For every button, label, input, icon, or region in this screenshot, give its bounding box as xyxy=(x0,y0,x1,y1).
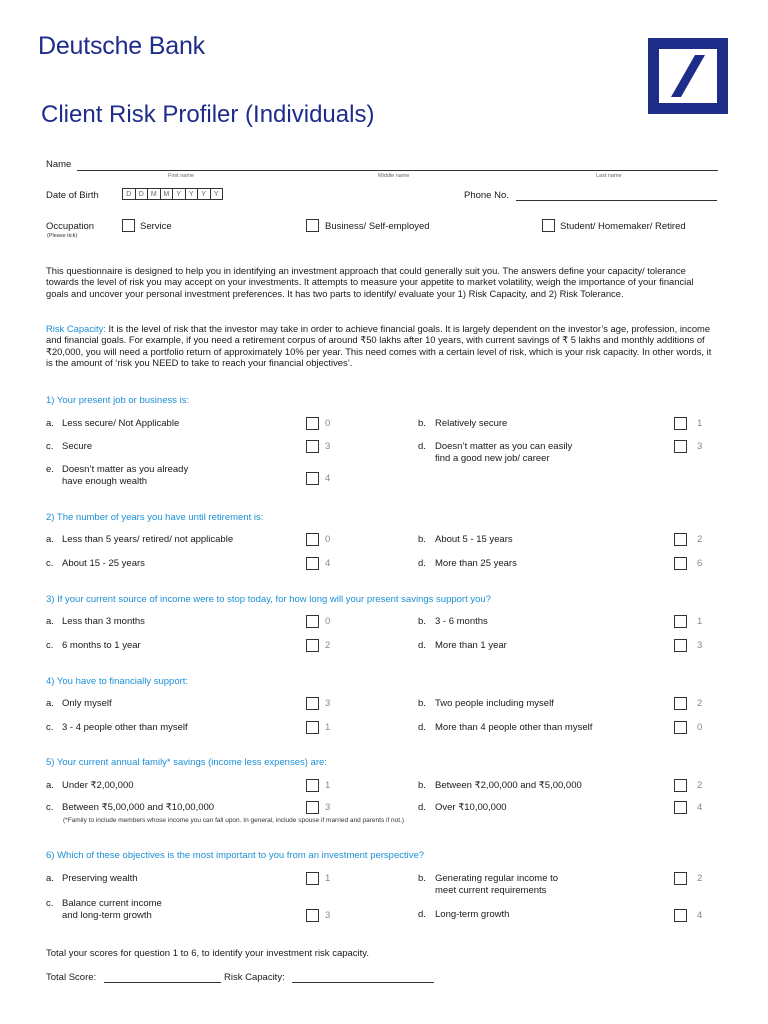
option-score: 1 xyxy=(697,616,703,627)
option-text-line: Less than 3 months xyxy=(62,616,145,627)
option-text xyxy=(62,441,92,453)
answer-checkbox[interactable] xyxy=(674,872,687,885)
intro-paragraph: This questionnaire is designed to help you in identifying an investment approach that could generally suit you. The answers define your capacity/ tolerance towards the level of risk you may accept on your investments. It attempts to measure your appetite to market volatility, weigh the importance of your financial goals and uncover your personal investment preferences. It has two parts to identify/ evaluate your 1) Risk Capacity, and 2) Risk Tolerance. xyxy=(46,265,694,299)
option-letter: a. xyxy=(46,698,54,709)
footer-instruction: Total your scores for question 1 to 6, to identify your investment risk capacity. xyxy=(46,948,369,959)
option-letter: b. xyxy=(418,418,426,429)
answer-checkbox[interactable] xyxy=(674,615,687,628)
option-text-line: Less secure/ Not Applicable xyxy=(62,418,180,429)
option-score: 0 xyxy=(325,616,331,627)
option-letter: b. xyxy=(418,534,426,545)
option-letter: a. xyxy=(46,418,54,429)
first-name-caption: First name xyxy=(168,173,194,179)
option-text-line: Only myself xyxy=(62,698,112,709)
option-text-line: More than 25 years xyxy=(435,558,517,569)
answer-checkbox[interactable] xyxy=(674,417,687,430)
option-letter: c. xyxy=(46,558,54,569)
option-score: 1 xyxy=(325,873,331,884)
option-text xyxy=(62,464,188,487)
phone-field[interactable] xyxy=(516,200,717,201)
document-title: Client Risk Profiler (Individuals) xyxy=(41,101,375,128)
option-text-line: Balance current income xyxy=(62,898,162,909)
risk-capacity-label: Risk Capacity: xyxy=(224,972,285,983)
option-text-line: Secure xyxy=(62,441,93,452)
dob-box-year[interactable]: Y xyxy=(185,188,199,200)
dob-box-year[interactable]: Y xyxy=(172,188,186,200)
option-score: 1 xyxy=(325,780,331,791)
option-letter: c. xyxy=(46,898,54,909)
option-score: 2 xyxy=(697,780,703,791)
option-text-line: have enough wealth xyxy=(62,475,148,487)
option-text xyxy=(435,534,513,546)
option-text-line: Doesn’t matter as you already xyxy=(62,464,189,475)
answer-checkbox[interactable] xyxy=(306,615,319,628)
answer-checkbox[interactable] xyxy=(674,557,687,570)
option-score: 4 xyxy=(325,473,331,484)
option-text xyxy=(435,909,509,921)
option-text-line: 3 - 4 people other than myself xyxy=(62,722,188,733)
option-score: 3 xyxy=(325,698,331,709)
option-text-line: More than 1 year xyxy=(435,640,507,651)
last-name-caption: Last name xyxy=(596,173,622,179)
option-letter: a. xyxy=(46,616,54,627)
risk-capacity-definition: It is the level of risk that the investor may take in order to achieve financial goals. It is largely dependent on the investor’s age, profession, income and financial goals. For example, if you need a retirement corpus of around ₹50 lakhs after 10 years, with current savings of ₹ 5 lakhs and monthly additions of ₹20,000, you will need a portfolio return of approximately 10% per year. This need comes with a certain level of risk, which is your risk capacity. In other words, it is the amount of ‘risk you NEED to take to reach your financial objectives’. xyxy=(46,323,712,369)
option-letter: d. xyxy=(418,909,426,920)
option-text-line: Between ₹2,00,000 and ₹5,00,000 xyxy=(435,780,582,791)
option-text-line: and long-term growth xyxy=(62,909,152,921)
answer-checkbox[interactable] xyxy=(674,440,687,453)
option-score: 2 xyxy=(325,640,331,651)
option-letter: b. xyxy=(418,873,426,884)
option-text xyxy=(62,780,134,792)
option-text-line: Preserving wealth xyxy=(62,873,138,884)
option-score: 3 xyxy=(697,640,703,651)
answer-checkbox[interactable] xyxy=(306,872,319,885)
occupation-student-label: Student/ Homemaker/ Retired xyxy=(560,221,686,232)
option-text xyxy=(435,616,488,628)
option-text xyxy=(435,558,517,570)
option-score: 1 xyxy=(697,418,703,429)
option-text xyxy=(62,418,179,430)
answer-checkbox[interactable] xyxy=(306,779,319,792)
occupation-service-label: Service xyxy=(140,221,172,232)
option-text-line: Two people including myself xyxy=(435,698,554,709)
option-letter: a. xyxy=(46,534,54,545)
option-letter: b. xyxy=(418,698,426,709)
occupation-hint: (Please tick) xyxy=(47,233,78,239)
option-letter: c. xyxy=(46,802,54,813)
option-text xyxy=(62,722,188,734)
occupation-business-label: Business/ Self-employed xyxy=(325,221,430,232)
answer-checkbox[interactable] xyxy=(306,721,319,734)
option-text-line: About 5 - 15 years xyxy=(435,534,513,545)
dob-label: Date of Birth xyxy=(46,190,99,201)
answer-checkbox[interactable] xyxy=(306,801,319,814)
option-score: 3 xyxy=(697,441,703,452)
name-label: Name xyxy=(46,159,72,170)
option-letter: c. xyxy=(46,441,54,452)
option-letter: c. xyxy=(46,640,54,651)
option-letter: c. xyxy=(46,722,54,733)
answer-checkbox[interactable] xyxy=(674,533,687,546)
question-title: 5) Your current annual family* savings (income less expenses) are: xyxy=(46,757,327,768)
risk-capacity-field[interactable] xyxy=(292,982,434,983)
option-score: 4 xyxy=(697,910,703,921)
dob-box-day[interactable]: D xyxy=(135,188,149,200)
option-letter: b. xyxy=(418,780,426,791)
risk-capacity-term: Risk Capacity: xyxy=(46,323,106,334)
option-text-line: Relatively secure xyxy=(435,418,508,429)
option-text-line: Long-term growth xyxy=(435,909,510,920)
option-text-line: Doesn’t matter as you can easily xyxy=(435,441,573,452)
option-text-line: 6 months to 1 year xyxy=(62,640,141,651)
middle-name-caption: Middle name xyxy=(378,173,410,179)
option-score: 3 xyxy=(325,910,331,921)
dob-box-year[interactable]: Y xyxy=(197,188,211,200)
option-score: 0 xyxy=(325,418,331,429)
question-footnote: (*Family to include members whose income you can fall upon. In general, include spouse if married and parents if not.) xyxy=(63,817,405,824)
deutsche-bank-logo-icon xyxy=(648,38,728,114)
option-text xyxy=(62,873,138,885)
brand-name: Deutsche Bank xyxy=(38,32,205,60)
option-score: 0 xyxy=(697,722,703,733)
option-score: 4 xyxy=(697,802,703,813)
option-text-line: Under ₹2,00,000 xyxy=(62,780,134,791)
option-text-line: Over ₹10,00,000 xyxy=(435,802,507,813)
answer-checkbox[interactable] xyxy=(674,721,687,734)
dob-box-month[interactable]: M xyxy=(147,188,161,200)
option-text-line: 3 - 6 months xyxy=(435,616,488,627)
total-score-label: Total Score: xyxy=(46,972,97,983)
option-text-line: Between ₹5,00,000 and ₹10,00,000 xyxy=(62,802,215,813)
answer-checkbox[interactable] xyxy=(306,440,319,453)
answer-checkbox[interactable] xyxy=(674,697,687,710)
answer-checkbox[interactable] xyxy=(306,557,319,570)
risk-capacity-paragraph xyxy=(46,323,716,369)
option-text-line: meet current requirements xyxy=(435,884,547,896)
option-score: 2 xyxy=(697,534,703,545)
option-score: 3 xyxy=(325,441,331,452)
option-text xyxy=(435,418,507,430)
option-text xyxy=(62,558,145,570)
answer-checkbox[interactable] xyxy=(306,697,319,710)
answer-checkbox[interactable] xyxy=(674,909,687,922)
answer-checkbox[interactable] xyxy=(306,472,319,485)
occupation-label: Occupation xyxy=(46,221,95,232)
occupation-student-checkbox[interactable] xyxy=(542,219,555,232)
answer-checkbox[interactable] xyxy=(674,801,687,814)
option-text-line: find a good new job/ career xyxy=(435,452,550,464)
option-text xyxy=(435,441,572,464)
question-title: 1) Your present job or business is: xyxy=(46,395,190,406)
answer-checkbox[interactable] xyxy=(306,909,319,922)
option-text xyxy=(62,616,145,628)
option-text xyxy=(435,873,558,896)
dob-box-month[interactable]: M xyxy=(160,188,174,200)
dob-input[interactable] xyxy=(122,188,222,200)
option-letter: d. xyxy=(418,441,426,452)
option-letter: a. xyxy=(46,873,54,884)
option-letter: e. xyxy=(46,464,54,475)
option-text xyxy=(435,780,582,792)
question-title: 2) The number of years you have until retirement is: xyxy=(46,512,264,523)
phone-label: Phone No. xyxy=(464,190,509,201)
option-text xyxy=(62,898,162,921)
option-text xyxy=(62,802,214,814)
option-score: 1 xyxy=(325,722,331,733)
option-text xyxy=(435,698,554,710)
dob-box-day[interactable]: D xyxy=(122,188,136,200)
dob-box-year[interactable]: Y xyxy=(210,188,224,200)
option-text-line: More than 4 people other than myself xyxy=(435,722,593,733)
option-text xyxy=(62,640,141,652)
option-score: 2 xyxy=(697,873,703,884)
option-text xyxy=(62,534,233,546)
option-score: 0 xyxy=(325,534,331,545)
option-letter: a. xyxy=(46,780,54,791)
total-score-field[interactable] xyxy=(104,982,221,983)
occupation-service-checkbox[interactable] xyxy=(122,219,135,232)
question-title: 6) Which of these objectives is the most important to you from an investment perspective? xyxy=(46,850,425,861)
option-letter: d. xyxy=(418,722,426,733)
option-score: 2 xyxy=(697,698,703,709)
option-text xyxy=(435,640,507,652)
option-letter: b. xyxy=(418,616,426,627)
answer-checkbox[interactable] xyxy=(306,639,319,652)
option-letter: d. xyxy=(418,640,426,651)
option-letter: d. xyxy=(418,558,426,569)
question-title: 4) You have to financially support: xyxy=(46,676,189,687)
option-letter: d. xyxy=(418,802,426,813)
option-text xyxy=(435,722,592,734)
answer-checkbox[interactable] xyxy=(306,417,319,430)
option-score: 3 xyxy=(325,802,331,813)
option-score: 6 xyxy=(697,558,703,569)
name-field[interactable] xyxy=(77,170,718,171)
option-text-line: Generating regular income to xyxy=(435,873,559,884)
option-text-line: Less than 5 years/ retired/ not applicable xyxy=(62,534,234,545)
option-text xyxy=(435,802,507,814)
occupation-business-checkbox[interactable] xyxy=(306,219,319,232)
question-title: 3) If your current source of income were to stop today, for how long will your present savings support you? xyxy=(46,594,491,605)
option-text xyxy=(62,698,112,710)
answer-checkbox[interactable] xyxy=(674,639,687,652)
option-text-line: About 15 - 25 years xyxy=(62,558,145,569)
answer-checkbox[interactable] xyxy=(306,533,319,546)
option-score: 4 xyxy=(325,558,331,569)
answer-checkbox[interactable] xyxy=(674,779,687,792)
